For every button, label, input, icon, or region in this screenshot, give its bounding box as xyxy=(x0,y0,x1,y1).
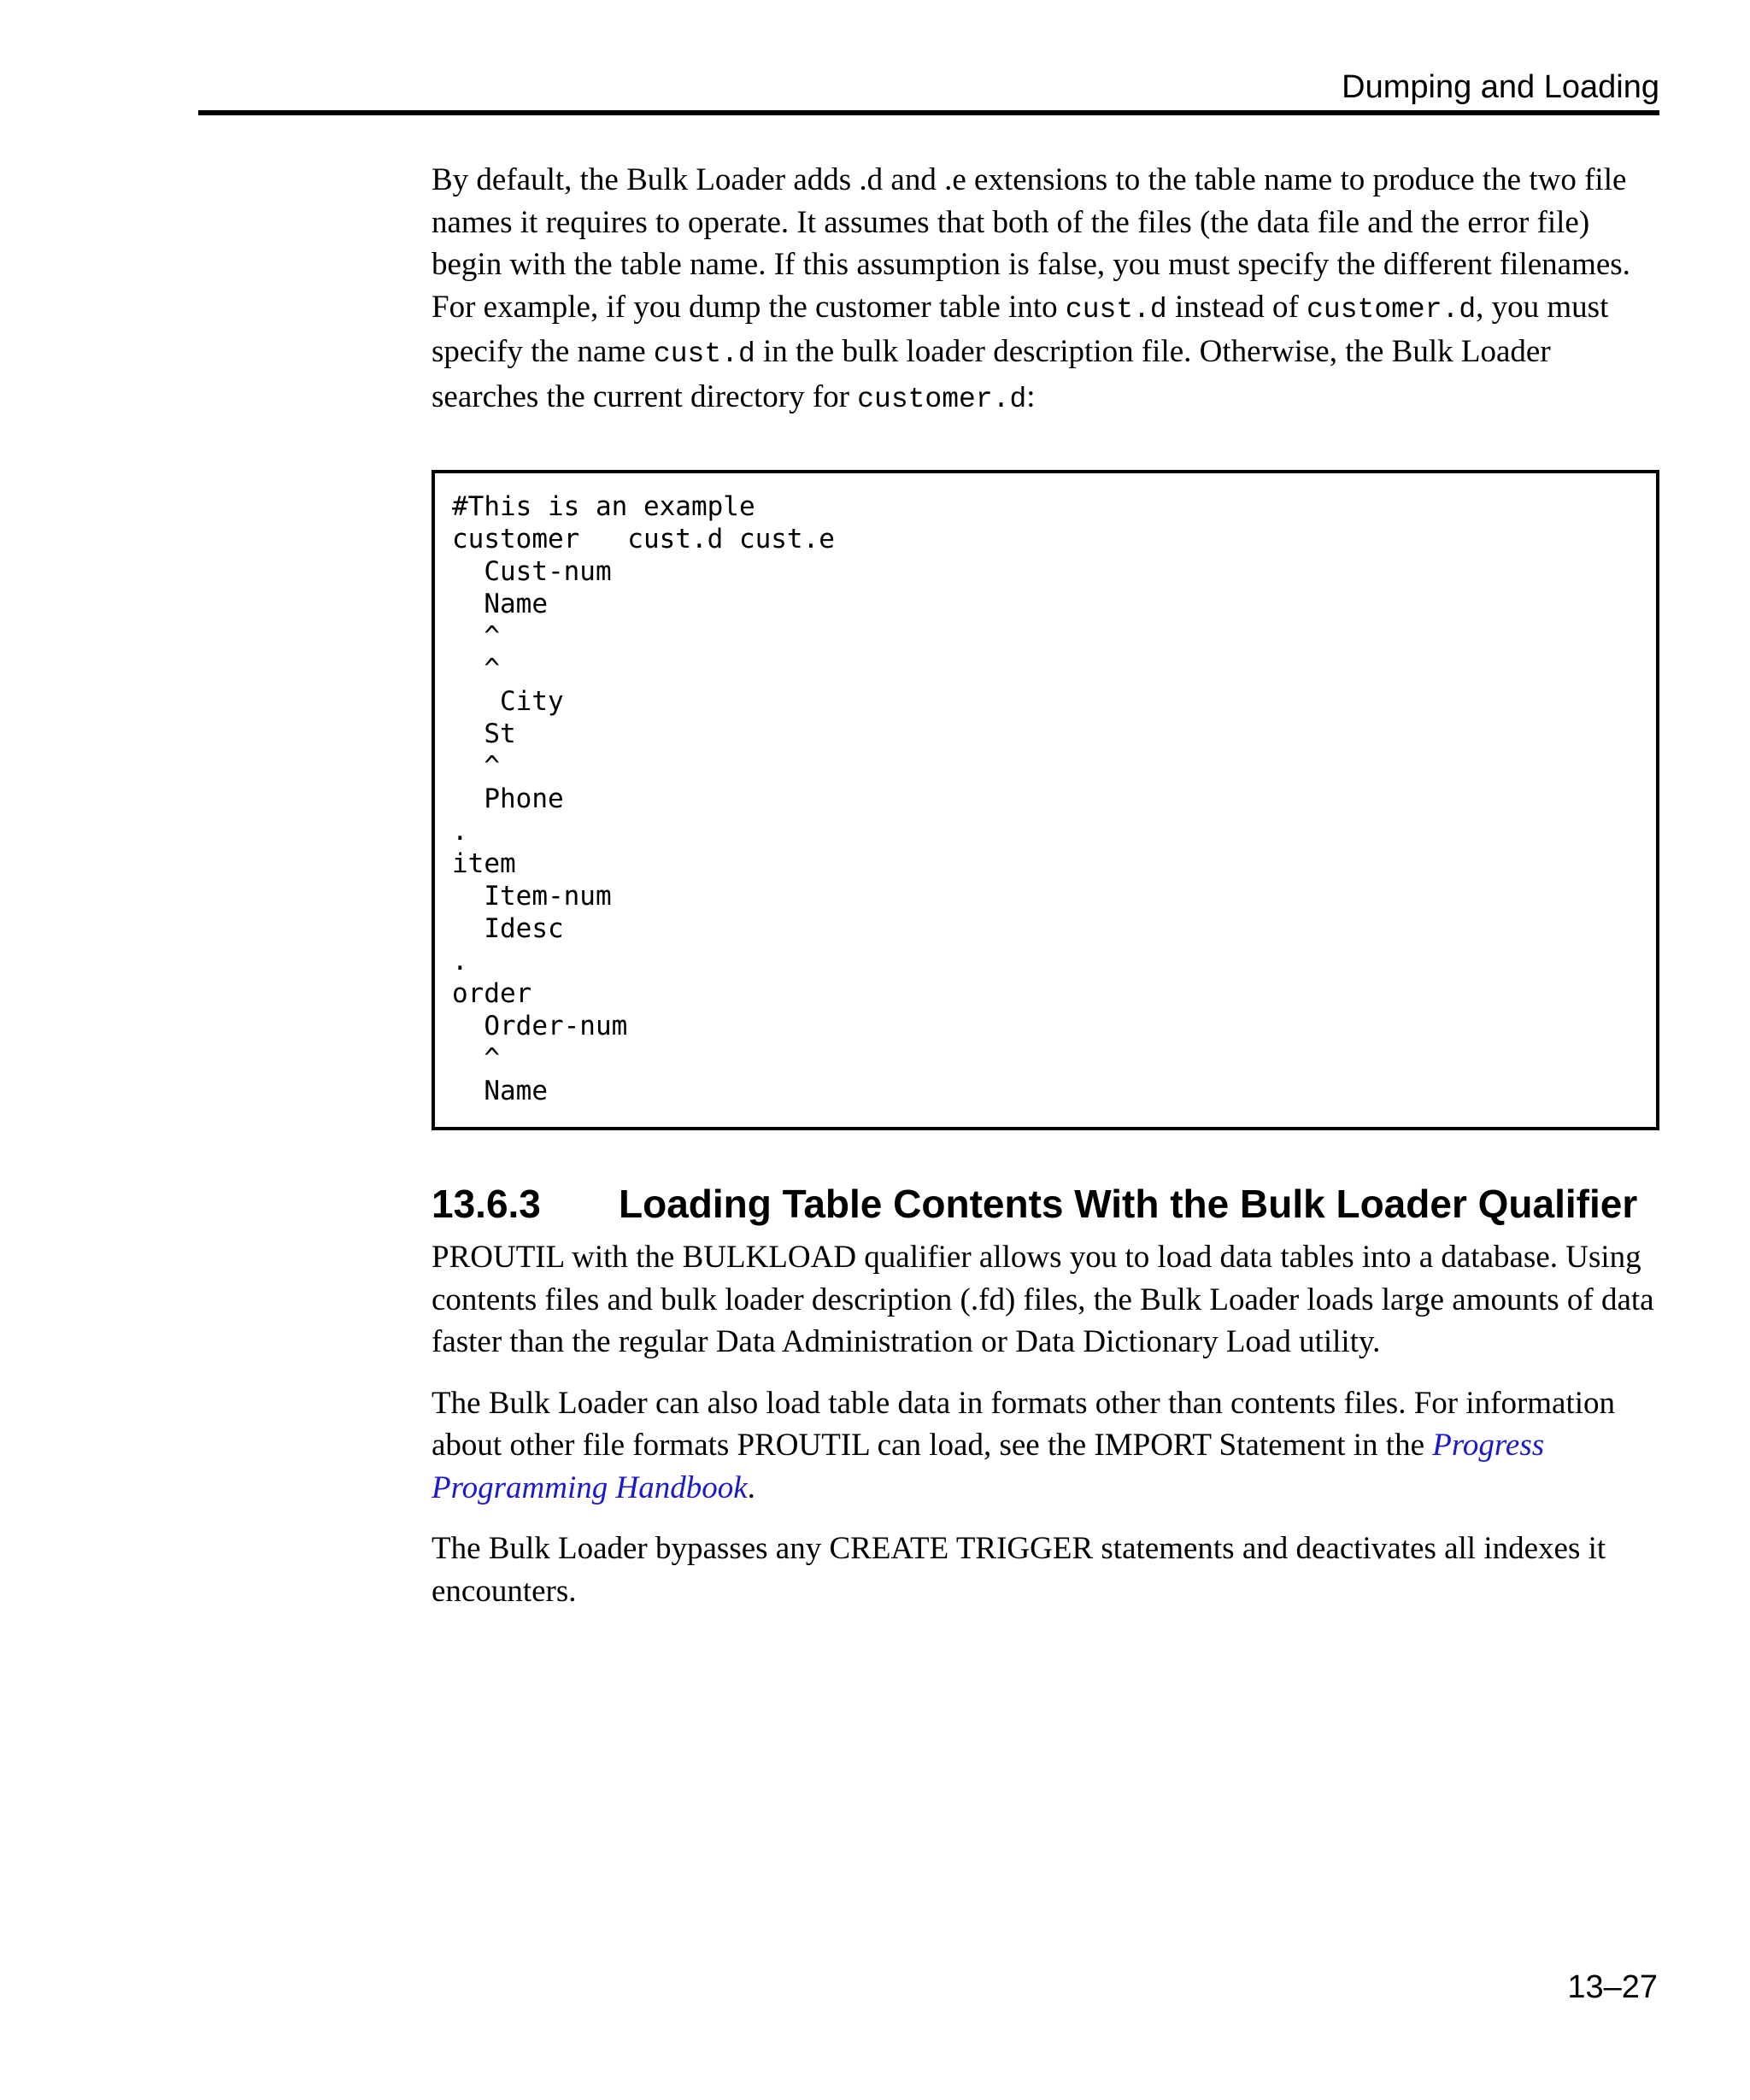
code-line: customer cust.d cust.e xyxy=(452,524,835,554)
paragraph-2-text: The Bulk Loader can also load table data in formats other than contents files. For information about other file formats PROUTIL can load, see the IMPORT Statement in the xyxy=(432,1385,1616,1463)
section-heading xyxy=(432,1180,1659,1228)
intro-text-1: By default, the Bulk Loader adds .d and .e extensions to the table name to produce the two file names it requires to operate. It assumes that both of the files (the data file and the error file) begin with the table name. If this assumption is false, you must specify the different filenames. For example, if you dump the customer table into xyxy=(432,162,1630,325)
page-number: 13–27 xyxy=(1567,1969,1658,2005)
code-inline-customer-d: customer.d xyxy=(1307,293,1477,326)
paragraph-2-end: . xyxy=(747,1469,755,1505)
code-line: . xyxy=(452,946,468,977)
section-number: 13.6.3 xyxy=(432,1182,541,1226)
running-header: Dumping and Loading xyxy=(1342,69,1659,105)
intro-text-4: in the bulk loader description file. Otherwise, the Bulk Loader searches the current directory for xyxy=(432,334,1551,414)
code-line: Name xyxy=(452,589,548,619)
code-line: City xyxy=(452,686,564,717)
code-line: item xyxy=(452,848,516,879)
code-line: ^ xyxy=(452,621,500,652)
code-line: St xyxy=(452,719,516,749)
code-line: Item-num xyxy=(452,881,612,912)
code-inline-customer-d-2: customer.d xyxy=(857,383,1027,415)
code-line: Order-num xyxy=(452,1011,628,1041)
code-line: Name xyxy=(452,1076,548,1106)
code-line: Phone xyxy=(452,783,564,814)
body-paragraph-1: PROUTIL with the BULKLOAD qualifier allows you to load data tables into a database. Using contents files and bulk loader description (.fd) files, the Bulk Loader loads large amounts of data faster than the regular Data Administration or Data Dictionary Load utility. xyxy=(432,1240,1654,1359)
intro-paragraph xyxy=(432,159,1659,420)
intro-text-5: : xyxy=(1026,378,1036,414)
code-line: ^ xyxy=(452,751,500,782)
code-inline-cust-d-2: cust.d xyxy=(653,338,755,370)
code-line: Cust-num xyxy=(452,556,612,587)
progress-programming-handbook-link[interactable]: Progress Programming Handbook xyxy=(432,1428,1545,1505)
section-title: Loading Table Contents With the Bulk Loader Qualifier xyxy=(619,1182,1638,1226)
code-line: Idesc xyxy=(452,913,564,944)
header-rule xyxy=(198,110,1659,115)
code-line: ^ xyxy=(452,1043,500,1074)
code-line: ^ xyxy=(452,654,500,684)
intro-text-3: , you must specify the name xyxy=(432,289,1609,369)
body-paragraph-2 xyxy=(432,1382,1659,1510)
code-line: #This is an example xyxy=(452,491,755,522)
page-content xyxy=(432,159,1659,1612)
code-inline-cust-d: cust.d xyxy=(1065,293,1167,326)
intro-text-2: instead of xyxy=(1166,289,1307,325)
code-line: order xyxy=(452,978,532,1009)
code-example-box xyxy=(432,470,1659,1130)
body-paragraph-3: The Bulk Loader bypasses any CREATE TRIGGER statements and deactivates all indexes it encounters. xyxy=(432,1531,1606,1609)
code-line: . xyxy=(452,816,468,847)
